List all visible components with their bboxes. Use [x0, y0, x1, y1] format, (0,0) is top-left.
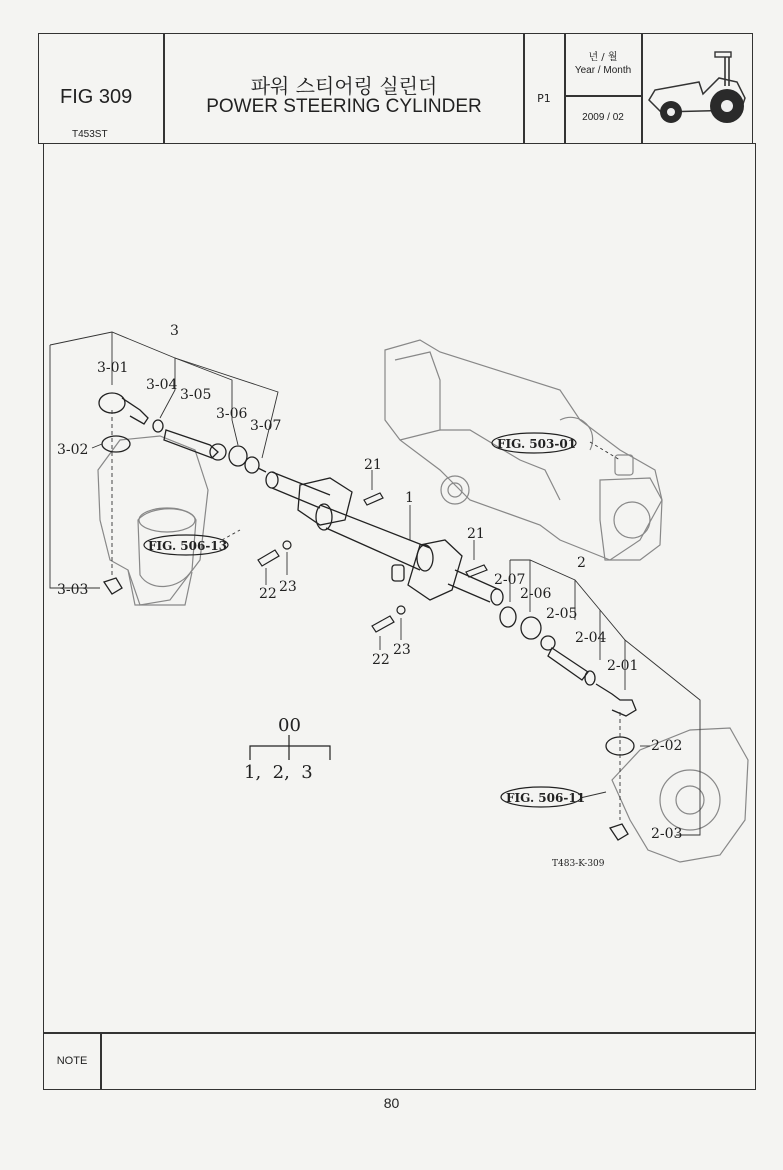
assembly-top: 00	[278, 715, 301, 736]
date-label-korean: 년 / 월	[588, 52, 618, 63]
date-value: 2009 / 02	[582, 112, 624, 123]
callout-2-02: 2-02	[651, 738, 683, 754]
assembly-items: 1, 2, 3	[244, 762, 313, 783]
drawing-code: T483-K-309	[552, 859, 605, 869]
figure-number: FIG 309	[60, 86, 133, 108]
callout-2-01: 2-01	[607, 658, 639, 674]
pins-and-bolts	[258, 493, 487, 632]
callout-2-04: 2-04	[575, 630, 607, 646]
fig-ref-506-11: FIG. 506-11	[506, 791, 586, 805]
callout-21-lower: 21	[467, 526, 485, 542]
knuckle-left-outline	[98, 436, 208, 605]
callout-2-05: 2-05	[546, 606, 578, 622]
callout-23-lower: 23	[393, 642, 411, 658]
assembly-bracket	[250, 735, 330, 760]
callout-23-upper: 23	[279, 579, 297, 595]
callout-3: 3	[170, 323, 179, 339]
callout-2-06: 2-06	[520, 586, 552, 602]
callout-2-07: 2-07	[494, 572, 526, 588]
note-label: NOTE	[56, 1055, 88, 1067]
callout-3-02: 3-02	[57, 442, 89, 458]
callout-3-06: 3-06	[216, 406, 248, 422]
callout-22-lower: 22	[372, 652, 390, 668]
date-label-english: Year / Month	[574, 65, 632, 76]
page-number: 80	[383, 1095, 400, 1111]
title-korean: 파워 스티어링 실린더	[250, 74, 438, 98]
callout-3-01: 3-01	[97, 360, 129, 376]
note-frame	[43, 1033, 756, 1090]
fig-ref-503-01: FIG. 503-01	[497, 437, 577, 451]
callout-3-05: 3-05	[180, 387, 212, 403]
callout-3-04: 3-04	[146, 377, 178, 393]
note-divider	[100, 1033, 102, 1090]
callout-21-upper: 21	[364, 457, 382, 473]
fig-ref-506-13: FIG. 506-13	[148, 539, 228, 553]
callout-22-upper: 22	[259, 586, 277, 602]
page-tag: P1	[537, 92, 551, 105]
title-english: POWER STEERING CYLINDER	[206, 96, 482, 117]
callout-1: 1	[405, 490, 414, 506]
model-code: T453ST	[72, 129, 108, 140]
callout-3-03: 3-03	[57, 582, 89, 598]
callout-2-03: 2-03	[651, 826, 683, 842]
tie-rod-left-parts	[99, 393, 266, 594]
callout-2: 2	[577, 555, 586, 571]
callout-3-07: 3-07	[250, 418, 282, 434]
